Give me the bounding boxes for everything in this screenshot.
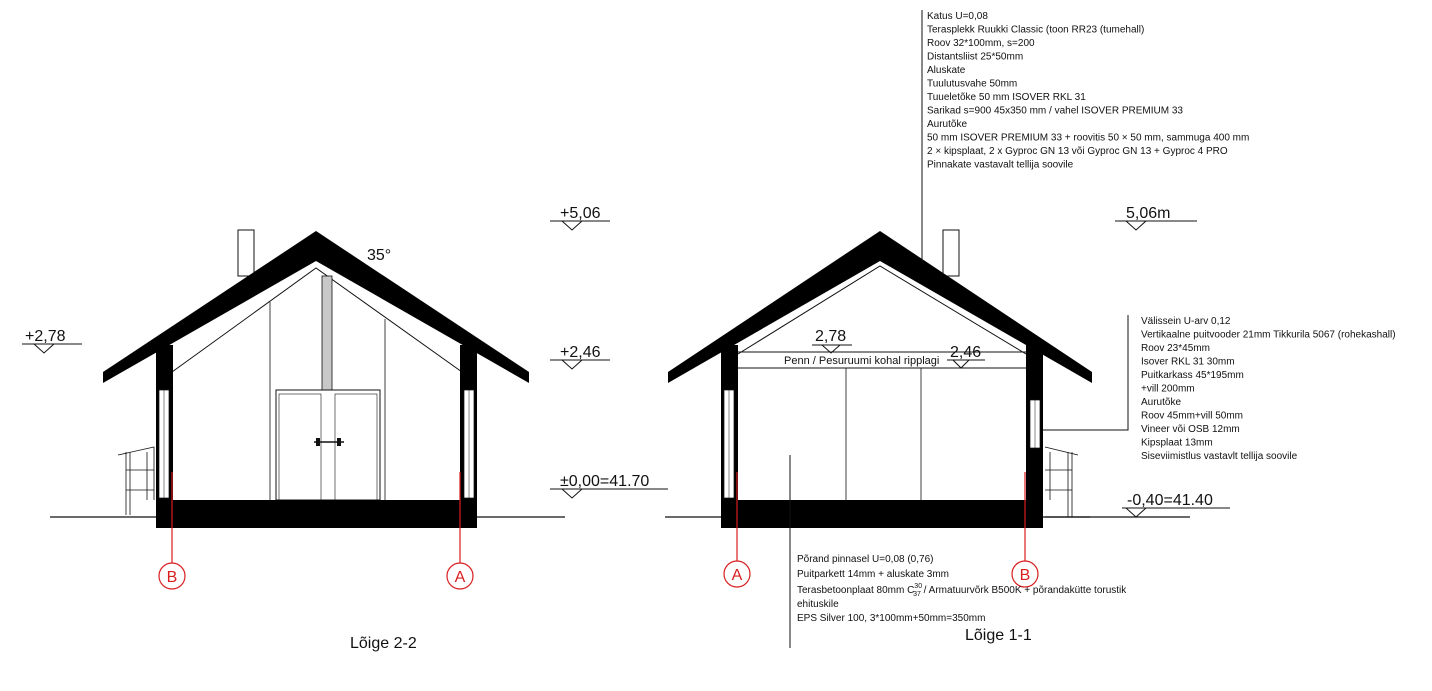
level-label-ceiling-right: +2,46 <box>560 344 601 361</box>
floor-note-line <box>797 583 1127 598</box>
level-marker-ground <box>1122 492 1230 517</box>
terrace-railing <box>118 447 154 515</box>
level-label-top: +5,06 <box>560 205 601 222</box>
chimney <box>943 230 959 276</box>
section-1-1-caption: Lõige 1-1 <box>965 627 1032 644</box>
floor-note-superscript: 30 <box>914 583 923 590</box>
note-line: Roov 23*45mm <box>1141 343 1210 354</box>
level-label-inner-246: 2,46 <box>950 344 982 361</box>
level-marker-ceiling-left <box>22 328 82 353</box>
floor-note-line: ehituskile <box>797 599 839 610</box>
note-line: Sarikad s=900 45x350 mm / vahel ISOVER PREMIUM 33 <box>927 105 1183 117</box>
axis-label-a: A <box>731 567 743 584</box>
wall-notes <box>1141 316 1396 462</box>
ceiling-note: Penn / Pesuruumi kohal ripplagi <box>784 355 940 367</box>
level-marker-ceiling-right <box>550 344 610 369</box>
note-line: Vineer või OSB 12mm <box>1141 424 1240 435</box>
roof-notes <box>927 11 1249 171</box>
note-line: Distantsliist 25*50mm <box>927 51 1024 63</box>
note-line: Aluskate <box>927 65 966 76</box>
floor-note-subscript: 37 <box>913 591 921 598</box>
note-line: Aurutõke <box>927 119 968 130</box>
level-marker-top <box>1115 205 1197 230</box>
note-line: 2 × kipsplaat, 2 x Gyproc GN 13 või Gyproc GN 13 + Gyproc 4 PRO <box>927 146 1228 157</box>
floor-slab <box>721 500 1043 528</box>
note-line: Pinnakate vastavalt tellija soovile <box>927 159 1074 171</box>
floor-note-part: / Armatuurvõrk B500K + põrandakütte torustik <box>920 585 1127 596</box>
note-line: Siseviimistlus vastavlt tellija soovile <box>1141 451 1298 462</box>
note-line: 50 mm ISOVER PREMIUM 33 + roovitis 50 × 50 mm, sammuga 400 mm <box>927 132 1250 144</box>
axis-label-a: A <box>454 569 466 586</box>
level-marker-inner-278 <box>812 328 852 353</box>
note-line: Kipsplaat 13mm <box>1141 437 1213 449</box>
level-label-ground: -0,40=41.40 <box>1127 492 1213 509</box>
terrace-railing <box>1045 447 1078 517</box>
note-line: Tuulutusvahe 50mm <box>927 78 1018 90</box>
level-marker-inner-246 <box>947 344 985 368</box>
chimney <box>238 230 254 276</box>
section-2-2-caption: Lõige 2-2 <box>350 635 417 652</box>
section-2-2 <box>22 205 668 652</box>
axis-label-b: B <box>166 569 178 586</box>
note-line: Puitkarkass 45*195mm <box>1141 370 1244 381</box>
note-line: Tuueletõke 50 mm ISOVER RKL 31 <box>927 92 1086 103</box>
axis-label-b: B <box>1019 567 1031 584</box>
floor-note-line: Puitparkett 14mm + aluskate 3mm <box>797 569 950 580</box>
note-line: Välissein U-arv 0,12 <box>1141 316 1231 327</box>
floor-notes <box>797 554 1127 624</box>
roof-angle-label: 35° <box>367 247 392 264</box>
note-line: Isover RKL 31 30mm <box>1141 356 1235 368</box>
note-line: Roov 32*100mm, s=200 <box>927 38 1035 49</box>
note-line: Katus U=0,08 <box>927 11 988 22</box>
note-line: Aurutõke <box>1141 397 1182 408</box>
level-label-ceiling-left: +2,78 <box>25 328 66 345</box>
note-line: Roov 45mm+vill 50mm <box>1141 410 1243 422</box>
double-door <box>276 390 380 500</box>
note-line: Terasplekk Ruukki Classic (toon RR23 (tumehall) <box>927 24 1145 36</box>
note-line: Vertikaalne puitvooder 21mm Tikkurila 5067 (rohekashall) <box>1141 329 1396 341</box>
level-label-floor: ±0,00=41.70 <box>560 473 650 490</box>
floor-note-line: EPS Silver 100, 3*100mm+50mm=350mm <box>797 613 986 624</box>
level-marker-top <box>550 205 610 230</box>
level-label-top: 5,06m <box>1126 205 1171 222</box>
level-marker-floor <box>550 473 668 498</box>
note-line: +vill 200mm <box>1141 383 1195 395</box>
floor-note-part: Terasbetoonplaat 80mm C <box>797 585 915 596</box>
level-label-inner-278: 2,78 <box>815 328 847 345</box>
floor-note-line: Põrand pinnasel U=0,08 (0,76) <box>797 554 934 565</box>
inner-ceiling-line <box>172 268 462 372</box>
floor-slab <box>156 500 477 528</box>
